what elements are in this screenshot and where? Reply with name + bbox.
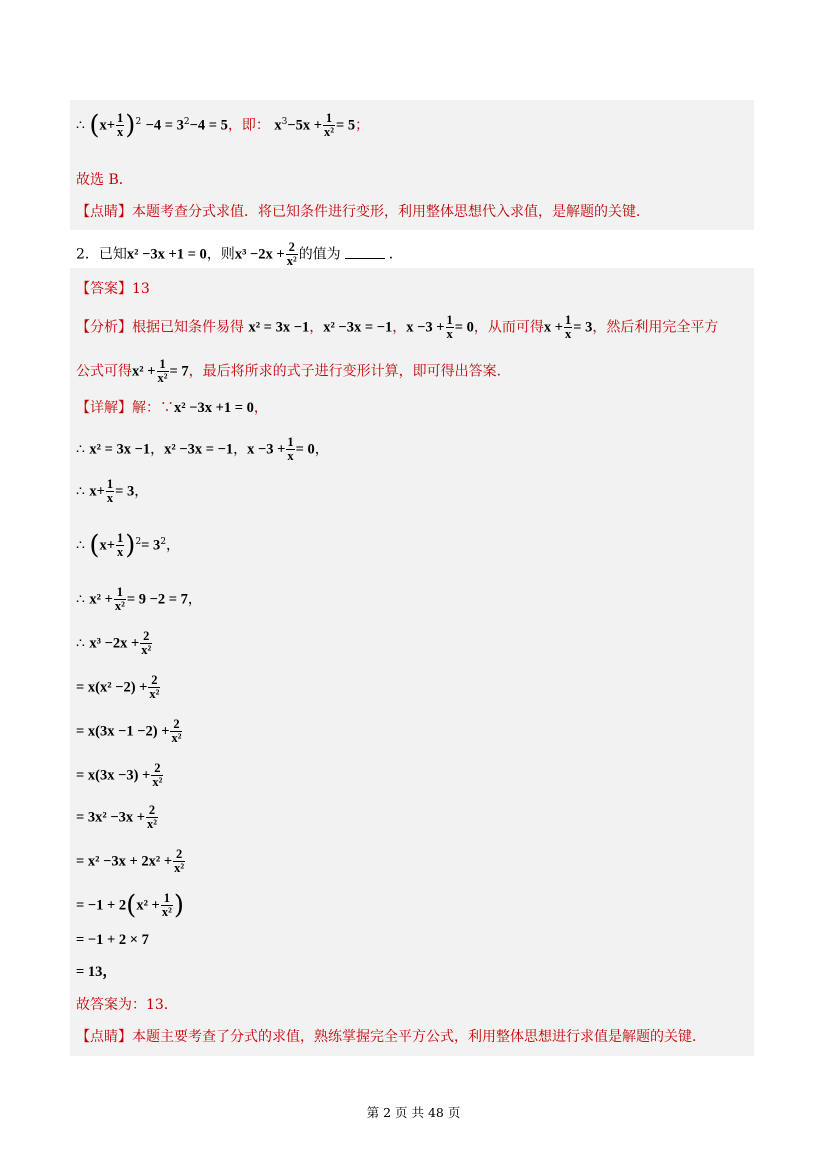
question-2: 2．已知x² −3x +1 = 0，则x³ −2x + $\frac{2}{\text{x²}}$ 的值为 ． (76, 240, 403, 268)
detail-line-5: ∴ x² + $\frac{1}{\text{x²}}$ = 9 −2 = 7， (76, 585, 202, 613)
step-7: = −1 + 2 × 7 (76, 932, 149, 948)
analysis-line-1: 【分析】根据已知条件易得 x² = 3x −1，x² −3x = −1，x −3 + $\frac{1}{x}$ = 0，从而可得x + $\frac{1}{x}$ = 3，然后利用完全平方 (76, 313, 719, 341)
dianjing-line-2: 【点睛】本题主要考查了分式的求值，熟练掌握完全平方公式，利用整体思想进行求值是解题的关键． (76, 1029, 706, 1045)
step-4: = 3x² −3x + $\frac{2}{\text{x²}}$ (76, 803, 158, 831)
detail-line-6: ∴ x³ −2x + $\frac{2}{\text{x²}}$ (76, 629, 152, 657)
detail-line-3: ∴ x+ $\frac{1}{x}$ = 3， (76, 477, 149, 505)
step-8: = 13， (76, 964, 117, 980)
step-2: = x(3x −1 −2) + $\frac{2}{\text{x²}}$ (76, 717, 182, 745)
answer-choice-line: 故选 B． (76, 172, 133, 188)
line-square-step: ∴ (x+ $\frac{1}{x}$ )$^2 -4 = 3^2-4 = 5$，即： $x^3-5x$ + $\frac{1}{\text{x²}}$ = 5； (76, 110, 370, 141)
solution-block-2 (70, 268, 754, 1056)
step-3: = x(3x −3) + $\frac{2}{\text{x²}}$ (76, 761, 163, 789)
detail-line-2: ∴ x² = 3x −1，x² −3x = −1，x −3 + $\frac{1}{x}$ = 0， (76, 435, 329, 463)
answer-blank (345, 258, 385, 259)
page-footer: 第 2 页 共 48 页 (366, 1105, 461, 1120)
analysis-line-2: 公式可得x² + $\frac{1}{\text{x²}}$ = 7，最后将所求的式子进行变形计算，即可得出答案． (76, 357, 511, 385)
dianjing-line-1: 【点睛】本题考查分式求值．将已知条件进行变形，利用整体思想代入求值，是解题的关键． (76, 204, 650, 220)
step-6: = −1 + 2(x² + $\frac{1}{\text{x²}}$ ) (76, 890, 184, 921)
detail-line-4: ∴ (x+ $\frac{1}{x}$ )$^2= 3^2$， (76, 530, 181, 561)
detail-line-1: 【详解】解：∵x² −3x +1 = 0， (76, 400, 268, 416)
conclusion-line: 故答案为：13． (76, 997, 178, 1013)
step-5: = x² −3x + 2x² + $\frac{2}{\text{x²}}$ (76, 847, 185, 875)
answer-line: 【答案】13 (76, 281, 150, 297)
step-1: = x(x² −2) + $\frac{2}{\text{x²}}$ (76, 673, 160, 701)
